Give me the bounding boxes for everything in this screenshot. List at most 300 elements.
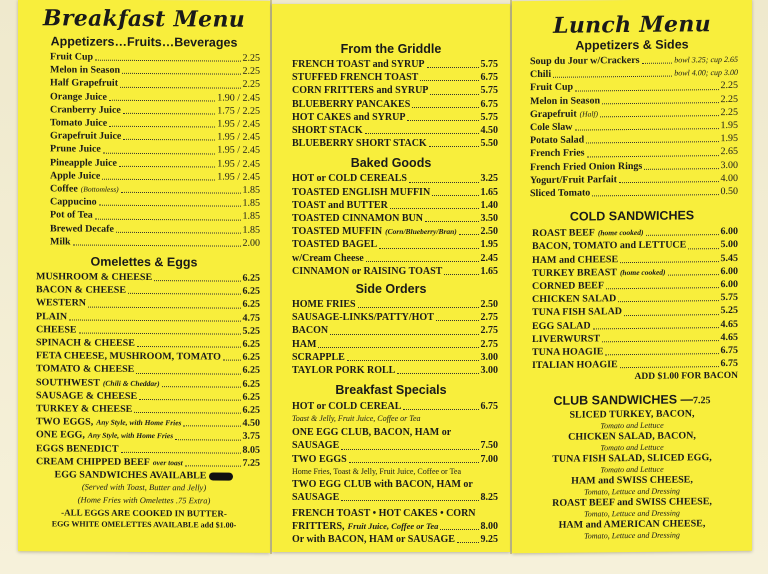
dot-leader (407, 120, 478, 121)
menu-item-price: 5.75 (480, 59, 498, 70)
dot-leader (318, 347, 478, 348)
menu-item-price: 1.95 (480, 239, 498, 251)
menu-item-price: 2.25 (720, 80, 738, 92)
dot-leader (183, 426, 240, 427)
dot-leader (409, 182, 479, 183)
dot-leader (586, 142, 718, 144)
menu-item-name: TUNA HOAGIE (532, 346, 604, 359)
menu-item-row (292, 111, 498, 124)
griddle-list (272, 58, 510, 150)
dot-leader (592, 194, 718, 196)
dot-leader (619, 181, 719, 183)
egg-sandwiches-line (18, 469, 270, 483)
dot-leader (366, 261, 479, 262)
menu-item-price: 2.25 (242, 52, 260, 64)
club-item (512, 452, 752, 477)
menu-item-name: w/Cream Cheese (292, 252, 364, 264)
club-item-sub: Tomato, Lettuce and Dressing (584, 486, 680, 497)
menu-item-price: 4.75 (242, 312, 260, 324)
club-item (512, 430, 752, 455)
club-heading (512, 392, 752, 409)
egg-sandwiches-note: (Served with Toast, Butter and Jelly) (81, 481, 207, 493)
dot-leader (688, 248, 718, 249)
dot-leader (175, 439, 240, 440)
menu-item-name: Cappucino (50, 196, 97, 208)
lunch-title: Lunch Menu (553, 11, 711, 39)
menu-item-price: 2.75 (480, 325, 498, 337)
menu-item-name: SHORT STACK (292, 125, 363, 137)
menu-item-row (292, 58, 498, 71)
club-item-name: HAM and AMERICAN CHEESE, (558, 518, 706, 532)
menu-item-row (292, 364, 498, 377)
menu-item-price: 1.95 / 2.45 (217, 118, 260, 130)
club-item-sub: Tomato, Lettuce and Dressing (584, 508, 680, 519)
dot-leader (128, 293, 240, 295)
menu-item-row (292, 84, 498, 97)
sides-list (272, 298, 510, 377)
dot-leader (459, 234, 479, 235)
menu-item-name: BACON & CHEESE (36, 284, 127, 297)
menu-item-name: TOMATO & CHEESE (36, 363, 135, 376)
menu-item-price: 6.00 (720, 265, 738, 277)
special-two-egg-club-line1: TWO EGG CLUB with BACON, HAM or (292, 478, 473, 490)
dot-leader (429, 146, 479, 147)
lunch-appetizers-heading: Appetizers & Sides (575, 37, 689, 53)
menu-item-name: CORNED BEEF (532, 280, 604, 293)
dot-leader (121, 452, 241, 454)
dot-leader (223, 360, 241, 361)
menu-item-row (292, 338, 498, 351)
menu-item-price: 6.25 (242, 299, 260, 311)
soup-row: Soup du Jour w/Crackers bowl 3.25; cup 2.65 (530, 54, 738, 68)
menu-item-name: SCRAPPLE (292, 351, 345, 363)
dot-leader (95, 218, 241, 220)
dot-leader (425, 221, 479, 222)
dot-leader (620, 261, 718, 263)
menu-item-price: 8.05 (242, 444, 260, 456)
special-french-toast: FRITTERS, Fruit Juice, Coffee or Tea 8.00 (292, 521, 498, 533)
special-one-egg-line1: ONE EGG CLUB, BACON, HAM or (292, 427, 452, 439)
dot-leader (605, 353, 718, 355)
club-item-name: TUNA FISH SALAD, SLICED EGG, (552, 452, 712, 466)
menu-item-name: Apple Juice (50, 170, 101, 182)
menu-item-name: Pineapple Juice (50, 156, 117, 169)
menu-item-price: 5.25 (720, 305, 738, 317)
egg-white-note: EGG WHITE OMELETTES AVAILABLE add $1.00- (51, 519, 237, 530)
menu-item-name: Yogurt/Fruit Parfait (530, 173, 617, 186)
club-item-name: HAM and SWISS CHEESE, (571, 474, 693, 488)
menu-item-price: 1.85 (242, 184, 260, 196)
dot-leader (69, 319, 240, 321)
menu-item-name: TURKEY BREAST (532, 267, 617, 279)
menu-item-name: CREAM CHIPPED BEEF (36, 456, 150, 468)
dot-leader (134, 412, 240, 414)
menu-item-name: French Fries (530, 147, 585, 160)
menu-item-price: 6.25 (242, 365, 260, 377)
club-heading-text: CLUB SANDWICHES — (553, 392, 694, 409)
club-item-sub: Tomato and Lettuce (600, 465, 664, 475)
dot-leader (121, 192, 241, 194)
menu-item-name: HOT CAKES and SYRUP (292, 111, 406, 123)
menu-item-note: Any Style, with Home Fries (96, 417, 182, 428)
dot-leader (109, 100, 215, 102)
dot-leader (412, 107, 478, 108)
special-cereal: HOT or COLD CEREAL 6.75 (292, 401, 498, 413)
menu-item-price: 2.75 (480, 312, 498, 324)
menu-item-row (50, 235, 260, 250)
menu-item-row (292, 137, 498, 150)
dot-leader (185, 465, 241, 466)
butter-note: -ALL EGGS ARE COOKED IN BUTTER- (61, 507, 227, 519)
menu-item-name: ONE EGG, (36, 429, 85, 442)
dot-leader (646, 235, 719, 237)
menu-item-name: EGGS BENEDICT (36, 442, 119, 455)
menu-item-price: 6.25 (242, 285, 260, 298)
egg-sandwiches-text: EGG SANDWICHES AVAILABLE (54, 469, 207, 482)
menu-item-note: (Half) (579, 109, 598, 119)
dot-leader (600, 115, 719, 117)
menu-item-price: 2.00 (242, 237, 260, 249)
menu-item-note: Any Style, with Home Fries (87, 431, 174, 441)
special-two-egg-club: SAUSAGE 8.25 (292, 491, 498, 503)
dot-leader (120, 86, 240, 88)
menu-item-name: PLAIN (36, 310, 68, 323)
dot-leader (397, 373, 478, 374)
menu-item-name: Cole Slaw (530, 121, 573, 134)
dot-leader (602, 340, 719, 342)
dot-leader (109, 126, 215, 128)
dot-leader (119, 166, 215, 168)
griddle-panel (272, 4, 510, 552)
menu-item-row (292, 71, 498, 84)
bacon-add-note: ADD $1.00 FOR BACON (634, 371, 738, 383)
menu-item-name: TAYLOR PORK ROLL (292, 365, 396, 377)
specials-list (272, 400, 510, 546)
cold-list (512, 225, 752, 373)
menu-item-price: 1.95 / 2.45 (217, 144, 260, 157)
club-item-name: SLICED TURKEY, BACON, (569, 408, 695, 422)
home-fries-note: (Home Fries with Omelettes .75 Extra) (77, 494, 211, 506)
dot-leader (620, 367, 719, 369)
menu-item-note: (Bottomless) (80, 184, 119, 194)
dot-leader (330, 334, 478, 335)
club-item (512, 518, 752, 543)
dot-leader (102, 179, 215, 181)
dot-leader (347, 360, 479, 361)
club-item-sub: Tomato, Lettuce and Dressing (584, 530, 680, 541)
menu-item-name: Orange Juice (50, 90, 107, 103)
dot-leader (365, 133, 479, 134)
menu-item-name: STUFFED FRENCH TOAST (292, 72, 419, 84)
menu-item-price: 1.85 (242, 224, 260, 236)
menu-item-row (292, 324, 498, 337)
menu-item-name: LIVERWURST (532, 333, 600, 345)
menu-item-name: Pot of Tea (50, 209, 93, 222)
menu-item-note: over toast (152, 457, 183, 468)
club-item (512, 408, 752, 433)
menu-item-name: Brewed Decafe (50, 222, 114, 235)
lunch-panel (512, 0, 752, 553)
menu-item-price: 2.25 (242, 65, 260, 78)
menu-item-price: 2.75 (480, 338, 498, 350)
menu-item-price: 2.25 (720, 106, 738, 118)
menu-item-name: ITALIAN HOAGIE (532, 359, 618, 372)
club-item-name: ROAST BEEF and SWISS CHEESE, (552, 496, 712, 510)
menu-item-row (292, 311, 498, 324)
dot-leader (575, 128, 719, 131)
menu-item-price: 6.25 (242, 272, 260, 284)
menu-item-row (292, 186, 498, 199)
menu-item-name: CORN FRITTERS and SYRUP (292, 85, 429, 97)
lunch-sides-items (530, 79, 738, 200)
menu-item-name: FETA CHEESE, MUSHROOM, TOMATO (36, 350, 221, 363)
dot-leader (139, 399, 240, 401)
club-item-sub: Tomato and Lettuce (600, 443, 664, 453)
menu-item-price: 2.25 (720, 93, 738, 105)
menu-item-name: CINNAMON or RAISING TOAST (292, 265, 443, 277)
menu-item-name: French Fried Onion Rings (530, 160, 643, 173)
menu-item-price: 1.75 / 2.25 (217, 105, 260, 117)
menu-item-price: 1.90 / 2.45 (217, 92, 260, 104)
dot-leader (618, 301, 718, 303)
omelettes-heading: Omelettes & Eggs (90, 254, 198, 270)
menu-item-price: 2.25 (242, 79, 260, 91)
menu-item-name: WESTERN (36, 297, 87, 310)
menu-item-price: 6.00 (720, 226, 738, 238)
dot-leader (123, 139, 215, 141)
menu-item-name: SAUSAGE-LINKS/PATTY/HOT (292, 312, 434, 324)
menu-item-row (292, 172, 498, 185)
breakfast-title: Breakfast Menu (42, 5, 246, 33)
lunch-sides-list (512, 53, 752, 201)
menu-item-price: 4.65 (720, 318, 738, 330)
menu-item-name: Fruit Cup (50, 51, 94, 63)
menu-item-price: 0.50 (720, 185, 738, 198)
menu-item-name: Half Grapefruit (50, 77, 119, 90)
menu-item-name: Prune Juice (50, 143, 101, 156)
menu-item-name: HAM (292, 338, 317, 350)
menu-item-note: (Corn/Blueberry/Bran) (385, 227, 457, 237)
special-one-egg: SAUSAGE 7.50 (292, 440, 498, 452)
club-item (512, 474, 752, 499)
menu-item-price: 4.50 (480, 125, 498, 137)
menu-item-row (292, 124, 498, 137)
menu-item-name: BLUEBERRY PANCAKES (292, 98, 411, 110)
menu-item-name: FRENCH TOAST and SYRUP (292, 59, 425, 70)
special-with-meat: Or with BACON, HAM or SAUSAGE 9.25 (292, 534, 498, 546)
menu-item-row (292, 238, 498, 251)
dot-leader (95, 60, 240, 62)
menu-item-price: 6.00 (720, 278, 738, 291)
menu-item-row (292, 98, 498, 111)
dot-leader (430, 94, 478, 95)
menu-item-row (532, 357, 738, 372)
appetizers-list (18, 50, 270, 250)
menu-item-row (292, 298, 498, 311)
dot-leader (644, 168, 718, 170)
dot-leader (432, 195, 478, 196)
menu-item-price: 1.65 (480, 186, 498, 198)
menu-item-name: TURKEY & CHEESE (36, 403, 133, 415)
menu-item-price: 1.85 (242, 197, 260, 210)
menu-item-name: Coffee (50, 183, 78, 195)
breakfast-panel (18, 0, 270, 553)
menu-item-price: 1.95 (720, 119, 738, 132)
menu-item-name: MUSHROOM & CHEESE (36, 271, 153, 284)
menu-item-price: 4.50 (242, 417, 260, 430)
menu-item-row (530, 185, 738, 200)
menu-item-price: 5.75 (720, 292, 738, 304)
menu-item-row (292, 351, 498, 364)
menu-item-price: 6.75 (720, 344, 738, 357)
dot-leader (587, 155, 719, 157)
menu-item-price: 6.75 (480, 72, 498, 84)
menu-item-name: CHICKEN SALAD (532, 293, 617, 306)
dot-leader (162, 386, 241, 388)
dot-leader (593, 327, 719, 329)
menu-item-name: SOUTHWEST (36, 376, 100, 389)
menu-item-price: 1.95 / 2.45 (217, 171, 260, 183)
menu-item-name: Melon in Season (530, 94, 601, 107)
menu-item-name: ROAST BEEF (532, 227, 595, 240)
menu-item-price: 6.25 (242, 338, 260, 350)
menu-item-price: 1.95 (720, 133, 738, 145)
menu-item-row (292, 265, 498, 278)
menu-item-price: 6.25 (242, 378, 260, 390)
appetizers-heading: Appetizers…Fruits…Beverages (50, 34, 238, 50)
menu-item-price: 2.50 (480, 226, 498, 238)
menu-item-price: 1.85 (242, 211, 260, 223)
baked-heading: Baked Goods (350, 156, 432, 171)
menu-item-price: 4.65 (720, 331, 738, 343)
menu-item-price: 6.75 (480, 98, 498, 110)
menu-item-name: Fruit Cup (530, 82, 574, 94)
dot-leader (88, 306, 240, 308)
dot-leader (122, 73, 240, 75)
menu-item-name: BACON (292, 325, 329, 337)
side-heading: Side Orders (355, 282, 427, 297)
menu-item-price: 1.95 / 2.45 (217, 131, 260, 144)
dot-leader (575, 89, 718, 92)
cold-heading: COLD SANDWICHES (569, 208, 695, 224)
menu-item-price: 1.65 (480, 265, 498, 277)
menu-item-price: 5.00 (720, 239, 738, 251)
menu-item-price: 6.25 (242, 404, 260, 416)
menu-item-name: Grapefruit Juice (50, 130, 122, 143)
menu-item-price: 3.00 (480, 365, 498, 377)
dot-leader (602, 102, 718, 104)
menu-item-name: Tomato Juice (50, 117, 108, 129)
dot-leader (427, 67, 479, 68)
dot-leader (73, 245, 241, 247)
dot-leader (606, 287, 719, 289)
omelettes-list (18, 270, 270, 470)
dot-leader (79, 333, 241, 335)
menu-item-name: HAM and CHEESE (532, 253, 619, 266)
menu-item-name: TUNA FISH SALAD (532, 306, 623, 319)
menu-item-price: 2.50 (480, 299, 498, 311)
menu-item-price: 7.25 (242, 457, 260, 469)
dot-leader (668, 274, 719, 276)
menu-item-name: BLUEBERRY SHORT STACK (292, 138, 427, 150)
menu-item-name: SPINACH & CHEESE (36, 337, 135, 349)
ink-smear (209, 472, 233, 480)
menu-item-name: Grapefruit (530, 108, 577, 120)
dot-leader (390, 208, 479, 209)
menu-item-name: Potato Salad (530, 134, 585, 147)
menu-item-price: 3.00 (480, 351, 498, 363)
club-price: 7.25 (693, 395, 711, 407)
menu-item-price: 5.75 (480, 85, 498, 97)
menu-item-name: Cranberry Juice (50, 104, 121, 116)
menu-item-row (292, 199, 498, 212)
menu-item-price: 5.50 (480, 138, 498, 150)
dot-leader (420, 80, 478, 81)
menu-item-name: TWO EGGS, (36, 416, 94, 428)
menu-item-price: 5.45 (720, 252, 738, 264)
menu-item-name: Milk (50, 236, 71, 248)
menu-item-name: CHEESE (36, 324, 77, 336)
club-item (512, 496, 752, 521)
menu-item-row (292, 225, 498, 238)
dot-leader (99, 205, 241, 207)
menu-item-name: TOASTED BAGEL (292, 239, 378, 251)
menu-item-price: 3.75 (242, 431, 260, 443)
griddle-heading: From the Griddle (340, 42, 442, 56)
menu-item-price: 1.95 / 2.45 (217, 158, 260, 170)
dot-leader (103, 152, 215, 154)
menu-item-price: 6.25 (242, 351, 260, 364)
dot-leader (436, 320, 479, 321)
menu-item-row (36, 455, 260, 470)
special-cereal-sub: Toast & Jelly, Fruit Juice, Coffee or Tea (292, 414, 421, 424)
menu-item-name: TOASTED MUFFIN (292, 226, 383, 238)
specials-heading: Breakfast Specials (335, 383, 447, 398)
dot-leader (136, 373, 240, 375)
menu-item-name: TOAST and BUTTER (292, 199, 388, 211)
menu-item-price: 3.50 (480, 213, 498, 225)
chili-row: Chili bowl 4.00; cup 3.00 (530, 68, 738, 81)
menu-item-price: 2.65 (720, 146, 738, 158)
dot-leader (358, 307, 479, 308)
menu-item-name: BACON, TOMATO and LETTUCE (532, 239, 687, 253)
menu-item-price: 5.25 (242, 325, 260, 337)
menu-item-price: 6.25 (242, 391, 260, 403)
menu-item-name: Melon in Season (50, 64, 121, 77)
menu-item-price: 4.00 (720, 172, 738, 184)
menu-item-name: Sliced Tomato (530, 187, 591, 200)
menu-item-price: 3.00 (720, 159, 738, 171)
menu-item-row (292, 252, 498, 265)
menu-item-note: (home cooked) (619, 267, 666, 277)
special-two-eggs: TWO EGGS 7.00 (292, 453, 498, 465)
dot-leader (444, 274, 478, 275)
special-two-eggs-sub: Home Fries, Toast & Jelly, Fruit Juice, Coffee or Tea (292, 466, 461, 476)
dot-leader (624, 314, 718, 316)
menu-item-note: (home cooked) (597, 228, 644, 238)
menu-item-price: 1.40 (480, 199, 498, 211)
menu-item-name: HOME FRIES (292, 299, 356, 311)
dot-leader (116, 232, 241, 234)
club-list (512, 408, 752, 543)
club-item-name: CHICKEN SALAD, BACON, (568, 430, 696, 444)
menu-item-name: SAUSAGE & CHEESE (36, 390, 138, 402)
menu-item-row (292, 212, 498, 225)
baked-list (272, 172, 510, 278)
club-item-sub: Tomato and Lettuce (600, 421, 664, 431)
menu-item-price: 2.45 (480, 252, 498, 264)
dot-leader (154, 280, 240, 282)
